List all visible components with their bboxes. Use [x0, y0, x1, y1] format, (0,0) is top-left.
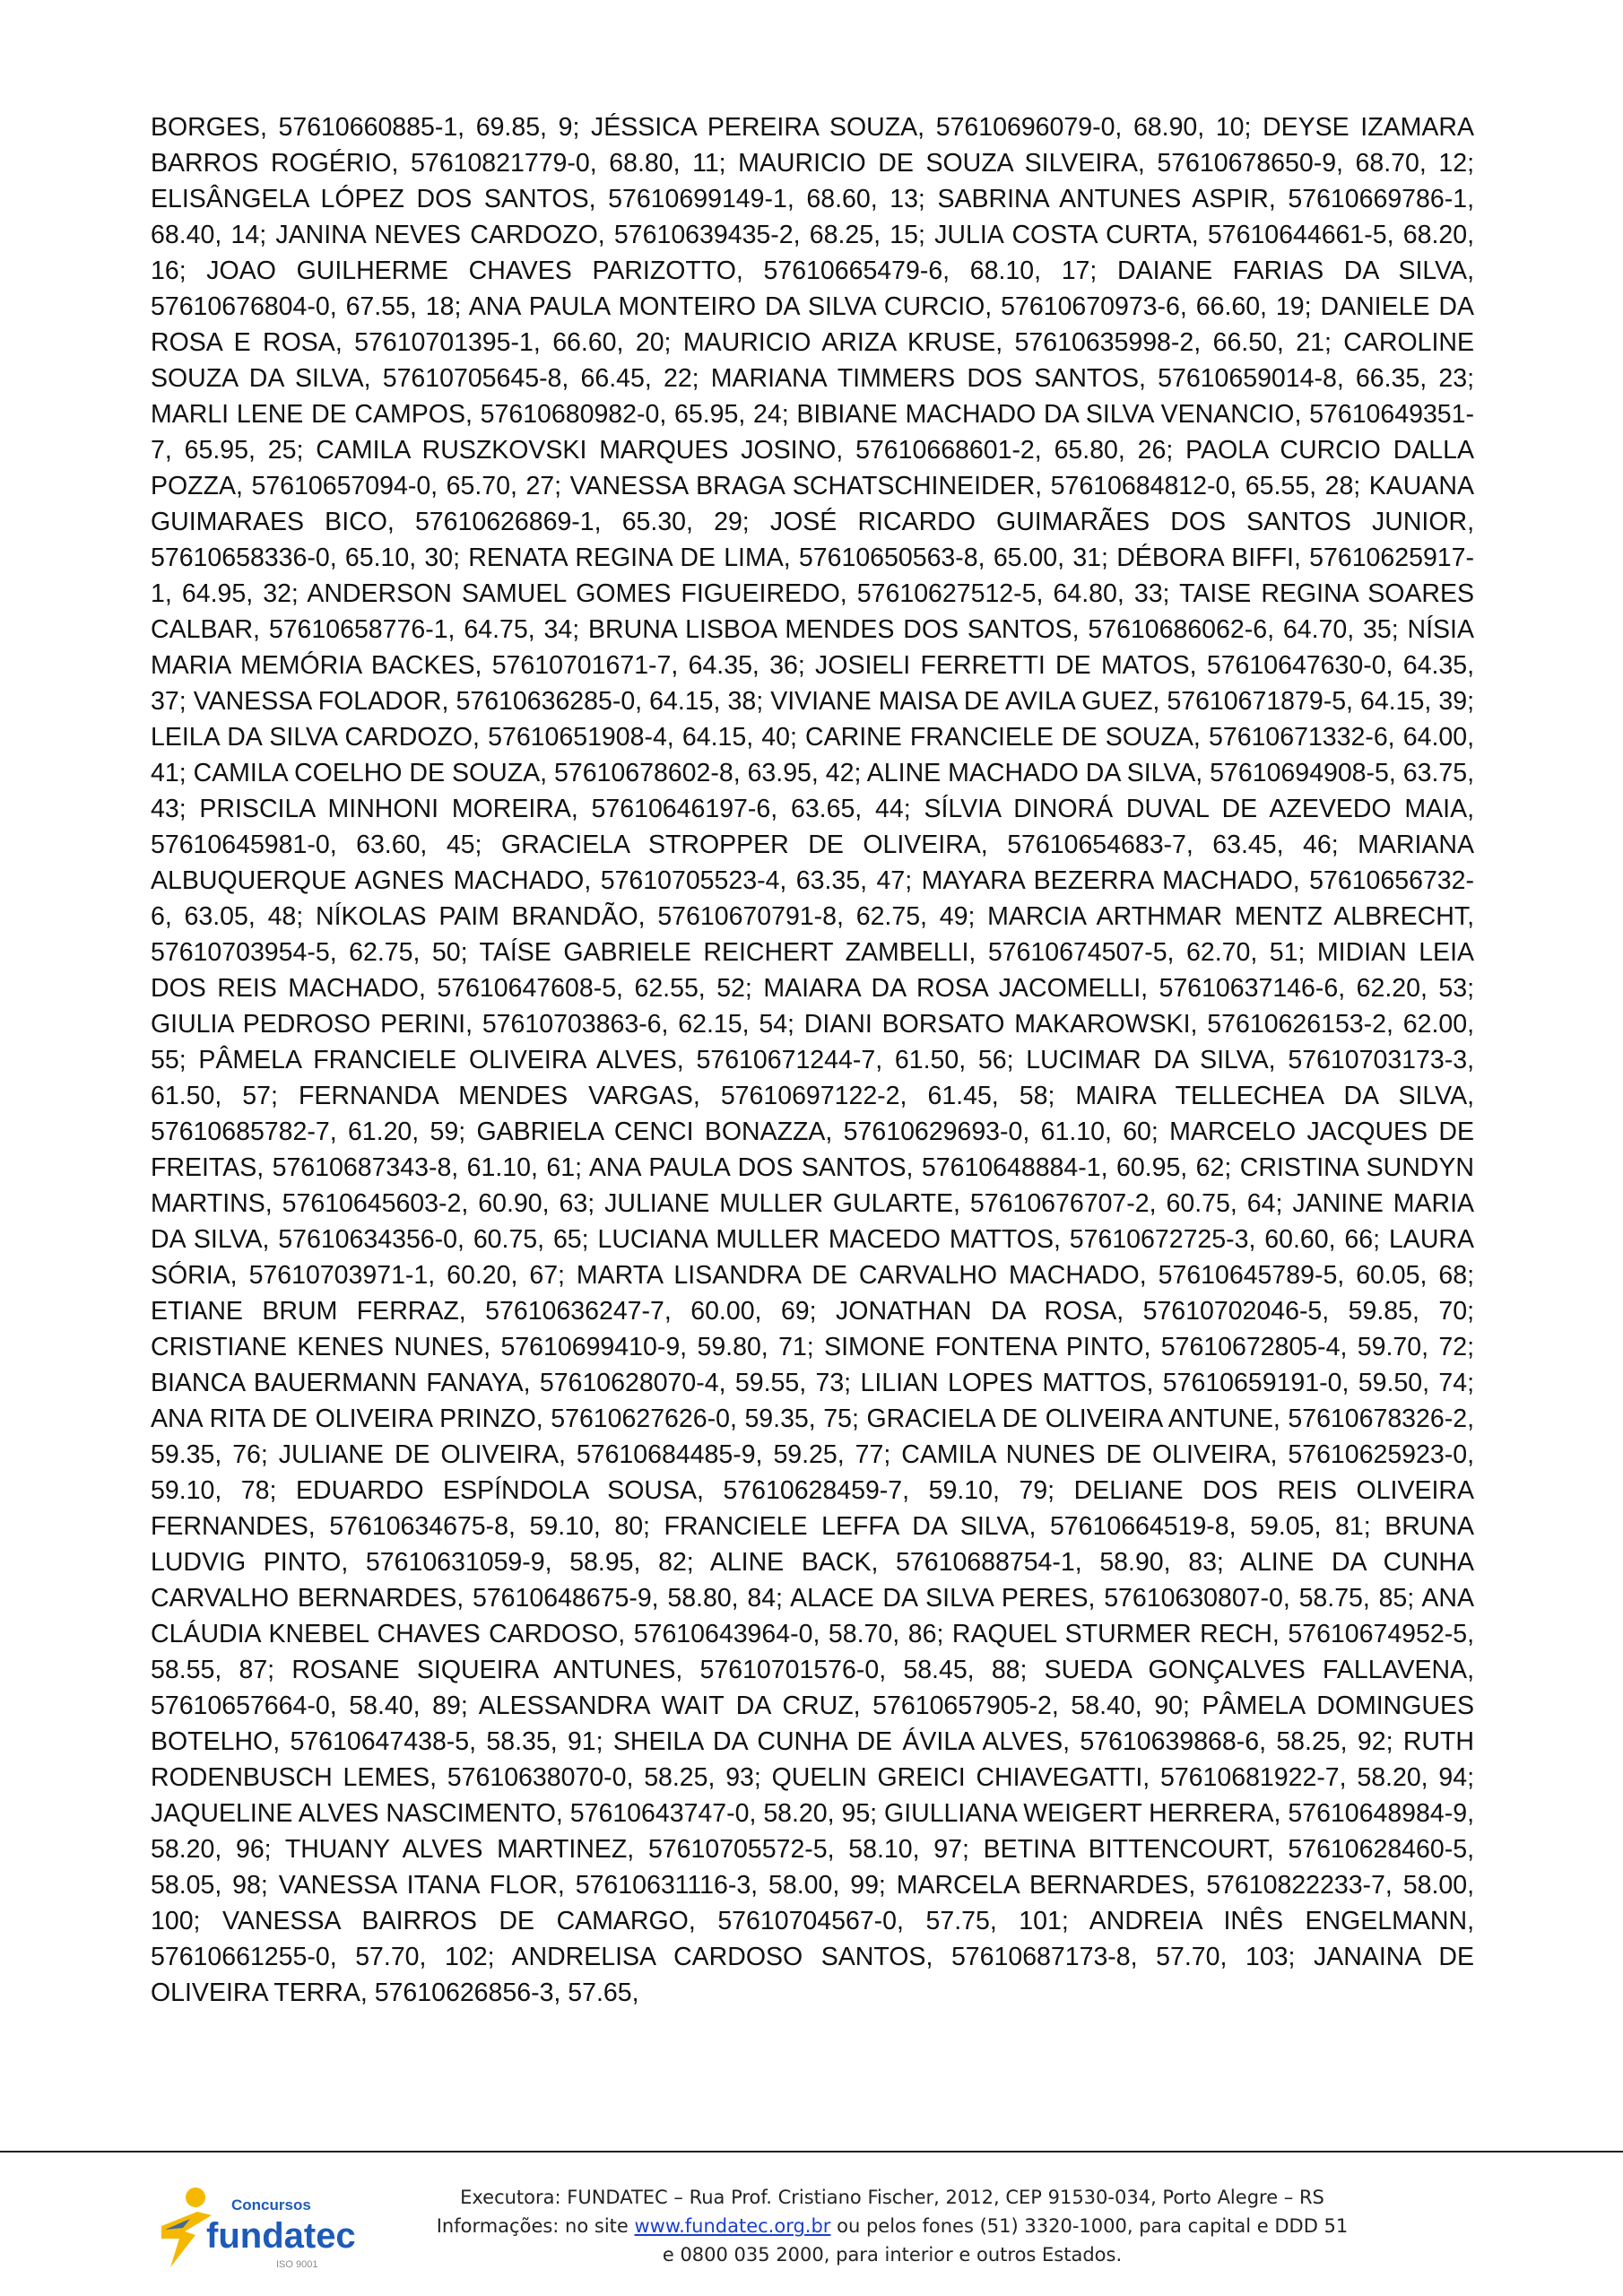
footer-contact-info [377, 2183, 1408, 2269]
footer-website-link[interactable]: www.fundatec.org.br [634, 2215, 831, 2237]
logo-iso-text: ISO 9001 [276, 2259, 318, 2270]
candidate-list-paragraph: BORGES, 57610660885-1, 69.85, 9; JÉSSICA PEREIRA SOUZA, 57610696079-0, 68.90, 10; DEYSE IZAMARA BARROS ROGÉRIO, 57610821779-0, 68.80, 11; MAURICIO DE SOUZA SILVEIRA, 57610678650-9, 68.70, 12; ELISÂNGELA LÓPEZ DOS SANTOS, 57610699149-1, 68.60, 13; SABRINA ANTUNES ASPIR, 57610669786-1, 68.40, 14; JANINA NEVES CARDOZO, 57610639435-2, 68.25, 15; JULIA COSTA CURTA, 57610644661-5, 68.20, 16; JOAO GUILHERME CHAVES PARIZOTTO, 57610665479-6, 68.10, 17; DAIANE FARIAS DA SILVA, 57610676804-0, 67.55, 18; ANA PAULA MONTEIRO DA SILVA CURCIO, 57610670973-6, 66.60, 19; DANIELE DA ROSA E ROSA, 57610701395-1, 66.60, 20; MAURICIO ARIZA KRUSE, 57610635998-2, 66.50, 21; CAROLINE SOUZA DA SILVA, 57610705645-8, 66.45, 22; MARIANA TIMMERS DOS SANTOS, 57610659014-8, 66.35, 23; MARLI LENE DE CAMPOS, 57610680982-0, 65.95, 24; BIBIANE MACHADO DA SILVA VENANCIO, 57610649351-7, 65.95, 25; CAMILA RUSZKOVSKI MARQUES JOSINO, 57610668601-2, 65.80, 26; PAOLA CURCIO DALLA POZZA, 57610657094-0, 65.70, 27; VANESSA BRAGA SCHATSCHINEIDER, 57610684812-0, 65.55, 28; KAUANA GUIMARAES BICO, 57610626869-1, 65.30, 29; JOSÉ RICARDO GUIMARÃES DOS SANTOS JUNIOR, 57610658336-0, 65.10, 30; RENATA REGINA DE LIMA, 57610650563-8, 65.00, 31; DÉBORA BIFFI, 57610625917-1, 64.95, 32; ANDERSON SAMUEL GOMES FIGUEIREDO, 57610627512-5, 64.80, 33; TAISE REGINA SOARES CALBAR, 57610658776-1, 64.75, 34; BRUNA LISBOA MENDES DOS SANTOS, 57610686062-6, 64.70, 35; NÍSIA MARIA MEMÓRIA BACKES, 57610701671-7, 64.35, 36; JOSIELI FERRETTI DE MATOS, 57610647630-0, 64.35, 37; VANESSA FOLADOR, 57610636285-0, 64.15, 38; VIVIANE MAISA DE AVILA GUEZ, 57610671879-5, 64.15, 39; LEILA DA SILVA CARDOZO, 57610651908-4, 64.15, 40; CARINE FRANCIELE DE SOUZA, 57610671332-6, 64.00, 41; CAMILA COELHO DE SOUZA, 57610678602-8, 63.95, 42; ALINE MACHADO DA SILVA, 57610694908-5, 63.75, 43; PRISCILA MINHONI MOREIRA, 57610646197-6, 63.65, 44; SÍLVIA DINORÁ DUVAL DE AZEVEDO MAIA, 57610645981-0, 63.60, 45; GRACIELA STROPPER DE OLIVEIRA, 57610654683-7, 63.45, 46; MARIANA ALBUQUERQUE AGNES MACHADO, 57610705523-4, 63.35, 47; MAYARA BEZERRA MACHADO, 57610656732-6, 63.05, 48; NÍKOLAS PAIM BRANDÃO, 57610670791-8, 62.75, 49; MARCIA ARTHMAR MENTZ ALBRECHT, 57610703954-5, 62.75, 50; TAÍSE GABRIELE REICHERT ZAMBELLI, 57610674507-5, 62.70, 51; MIDIAN LEIA DOS REIS MACHADO, 57610647608-5, 62.55, 52; MAIARA DA ROSA JACOMELLI, 57610637146-6, 62.20, 53; GIULIA PEDROSO PERINI, 57610703863-6, 62.15, 54; DIANI BORSATO MAKAROWSKI, 57610626153-2, 62.00, 55; PÂMELA FRANCIELE OLIVEIRA ALVES, 57610671244-7, 61.50, 56; LUCIMAR DA SILVA, 57610703173-3, 61.50, 57; FERNANDA MENDES VARGAS, 57610697122-2, 61.45, 58; MAIRA TELLECHEA DA SILVA, 57610685782-7, 61.20, 59; GABRIELA CENCI BONAZZA, 57610629693-0, 61.10, 60; MARCELO JACQUES DE FREITAS, 57610687343-8, 61.10, 61; ANA PAULA DOS SANTOS, 57610648884-1, 60.95, 62; CRISTINA SUNDYN MARTINS, 57610645603-2, 60.90, 63; JULIANE MULLER GULARTE, 57610676707-2, 60.75, 64; JANINE MARIA DA SILVA, 57610634356-0, 60.75, 65; LUCIANA MULLER MACEDO MATTOS, 57610672725-3, 60.60, 66; LAURA SÓRIA, 57610703971-1, 60.20, 67; MARTA LISANDRA DE CARVALHO MACHADO, 57610645789-5, 60.05, 68; ETIANE BRUM FERRAZ, 57610636247-7, 60.00, 69; JONATHAN DA ROSA, 57610702046-5, 59.85, 70; CRISTIANE KENES NUNES, 57610699410-9, 59.80, 71; SIMONE FONTENA PINTO, 57610672805-4, 59.70, 72; BIANCA BAUERMANN FANAYA, 57610628070-4, 59.55, 73; LILIAN LOPES MATTOS, 57610659191-0, 59.50, 74; ANA RITA DE OLIVEIRA PRINZO, 57610627626-0, 59.35, 75; GRACIELA DE OLIVEIRA ANTUNE, 57610678326-2, 59.35, 76; JULIANE DE OLIVEIRA, 57610684485-9, 59.25, 77; CAMILA NUNES DE OLIVEIRA, 57610625923-0, 59.10, 78; EDUARDO ESPÍNDOLA SOUSA, 57610628459-7, 59.10, 79; DELIANE DOS REIS OLIVEIRA FERNANDES, 57610634675-8, 59.10, 80; FRANCIELE LEFFA DA SILVA, 57610664519-8, 59.05, 81; BRUNA LUDVIG PINTO, 57610631059-9, 58.95, 82; ALINE BACK, 57610688754-1, 58.90, 83; ALINE DA CUNHA CARVALHO BERNARDES, 57610648675-9, 58.80, 84; ALACE DA SILVA PERES, 57610630807-0, 58.75, 85; ANA CLÁUDIA KNEBEL CHAVES CARDOSO, 57610643964-0, 58.70, 86; RAQUEL STURMER RECH, 57610674952-5, 58.55, 87; ROSANE SIQUEIRA ANTUNES, 57610701576-0, 58.45, 88; SUEDA GONÇALVES FALLAVENA, 57610657664-0, 58.40, 89; ALESSANDRA WAIT DA CRUZ, 57610657905-2, 58.40, 90; PÂMELA DOMINGUES BOTELHO, 57610647438-5, 58.35, 91; SHEILA DA CUNHA DE ÁVILA ALVES, 57610639868-6, 58.25, 92; RUTH RODENBUSCH LEMES, 57610638070-0, 58.25, 93; QUELIN GREICI CHIAVEGATTI, 57610681922-7, 58.20, 94; JAQUELINE ALVES NASCIMENTO, 57610643747-0, 58.20, 95; GIULLIANA WEIGERT HERRERA, 57610648984-9, 58.20, 96; THUANY ALVES MARTINEZ, 57610705572-5, 58.10, 97; BETINA BITTENCOURT, 57610628460-5, 58.05, 98; VANESSA ITANA FLOR, 57610631116-3, 58.00, 99; MARCELA BERNARDES, 57610822233-7, 58.00, 100; VANESSA BAIRROS DE CAMARGO, 57610704567-0, 57.75, 101; ANDREIA INÊS ENGELMANN, 57610661255-0, 57.70, 102; ANDRELISA CARDOSO SANTOS, 57610687173-8, 57.70, 103; JANAINA DE OLIVEIRA TERRA, 57610626856-3, 57.65, [151, 113, 1474, 2007]
footer-info-line [377, 2212, 1408, 2240]
footer-divider [0, 2151, 1623, 2152]
footer-info-suffix: ou pelos fones (51) 3320-1000, para capital e DDD 51 [830, 2215, 1349, 2237]
footer-info-prefix: Informações: no site [436, 2215, 635, 2237]
logo-figure-icon [161, 2212, 212, 2267]
footer-phone-line: e 0800 035 2000, para interior e outros Estados. [662, 2244, 1123, 2266]
logo-concursos-text: Concursos [231, 2196, 311, 2213]
fundatec-logo [143, 2176, 359, 2283]
logo-sun-icon [186, 2187, 205, 2207]
footer-address-line: Executora: FUNDATEC – Rua Prof. Cristiano Fischer, 2012, CEP 91530-034, Porto Alegre – RS [460, 2187, 1324, 2208]
logo-brand-text: fundatec [206, 2216, 356, 2256]
